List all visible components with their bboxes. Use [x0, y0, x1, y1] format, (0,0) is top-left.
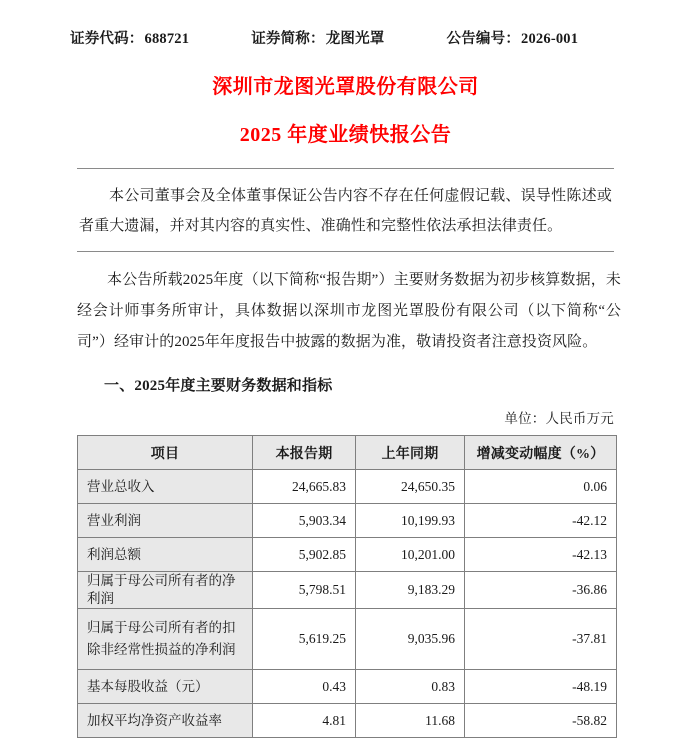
table-row — [78, 538, 617, 572]
column-header-previous-period: 上年同期 — [356, 436, 465, 470]
cell-previous-period: 9,035.96 — [356, 609, 465, 670]
announcement-number-field — [447, 27, 579, 48]
cell-item: 归属于母公司所有者的扣除非经常性损益的净利润 — [78, 609, 253, 670]
announcement-title: 2025 年度业绩快报公告 — [239, 124, 452, 146]
table-row — [78, 704, 617, 738]
column-header-change-rate: 增减变动幅度（%） — [465, 436, 617, 470]
cell-current-period: 24,665.83 — [253, 470, 356, 504]
title-block — [0, 77, 691, 145]
table-row — [78, 470, 617, 504]
disclaimer-text: 本公司董事会及全体董事保证公告内容不存在任何虚假记载、误导性陈述或者重大遗漏，并对其内容的真实性、准确性和完整性依法承担法律责任。 — [79, 188, 612, 234]
cell-current-period: 5,902.85 — [253, 538, 356, 572]
body-paragraph: 本公告所载2025年度（以下简称“报告期”）主要财务数据为初步核算数据，未经会计师事务所审计，具体数据以深圳市龙图光罩股份有限公司（以下简称“公司”）经审计的2025年年度报告中披露的数据为准，敬请投资者注意投资风险。 — [77, 272, 621, 350]
cell-change-rate: -58.82 — [465, 704, 617, 738]
table-row — [78, 572, 617, 609]
security-name-field — [251, 27, 384, 48]
disclaimer-box — [77, 168, 614, 252]
cell-change-rate: -37.81 — [465, 609, 617, 670]
announcement-number-label: 公告编号： — [446, 31, 521, 47]
cell-current-period: 0.43 — [253, 670, 356, 704]
cell-current-period: 5,798.51 — [253, 572, 356, 609]
document-header — [0, 0, 691, 48]
security-name-label: 证券简称： — [251, 31, 325, 47]
table-row — [78, 609, 617, 670]
cell-change-rate: -36.86 — [465, 572, 617, 609]
table-body — [78, 470, 617, 738]
cell-item: 基本每股收益（元） — [78, 670, 253, 704]
financial-table-wrapper — [77, 435, 616, 738]
cell-previous-period: 24,650.35 — [356, 470, 465, 504]
table-row — [78, 504, 617, 538]
security-code-label: 证券代码： — [70, 31, 144, 47]
security-code-value: 688721 — [144, 31, 190, 47]
cell-change-rate: -48.19 — [465, 670, 617, 704]
security-code-field — [70, 27, 189, 48]
cell-item: 营业利润 — [78, 504, 253, 538]
company-title: 深圳市龙图光罩股份有限公司 — [212, 76, 479, 98]
table-row — [78, 670, 617, 704]
table-header — [78, 436, 617, 470]
financial-data-table — [77, 435, 617, 738]
cell-current-period: 5,903.34 — [253, 504, 356, 538]
table-header-row — [78, 436, 617, 470]
cell-previous-period: 11.68 — [356, 704, 465, 738]
section-heading: 一、2025年度主要财务数据和指标 — [104, 378, 333, 394]
column-header-current-period: 本报告期 — [253, 436, 356, 470]
unit-note: 单位：人民币万元 — [504, 411, 614, 426]
cell-current-period: 4.81 — [253, 704, 356, 738]
cell-change-rate: -42.12 — [465, 504, 617, 538]
announcement-number-value: 2026-001 — [521, 31, 579, 47]
cell-item: 加权平均净资产收益率 — [78, 704, 253, 738]
column-header-item: 项目 — [78, 436, 253, 470]
cell-change-rate: -42.13 — [465, 538, 617, 572]
cell-previous-period: 10,199.93 — [356, 504, 465, 538]
cell-previous-period: 0.83 — [356, 670, 465, 704]
cell-previous-period: 10,201.00 — [356, 538, 465, 572]
cell-item: 归属于母公司所有者的净利润 — [78, 572, 253, 609]
cell-change-rate: 0.06 — [465, 470, 617, 504]
cell-previous-period: 9,183.29 — [356, 572, 465, 609]
cell-item: 营业总收入 — [78, 470, 253, 504]
security-name-value: 龙图光罩 — [325, 31, 385, 47]
cell-current-period: 5,619.25 — [253, 609, 356, 670]
cell-item: 利润总额 — [78, 538, 253, 572]
